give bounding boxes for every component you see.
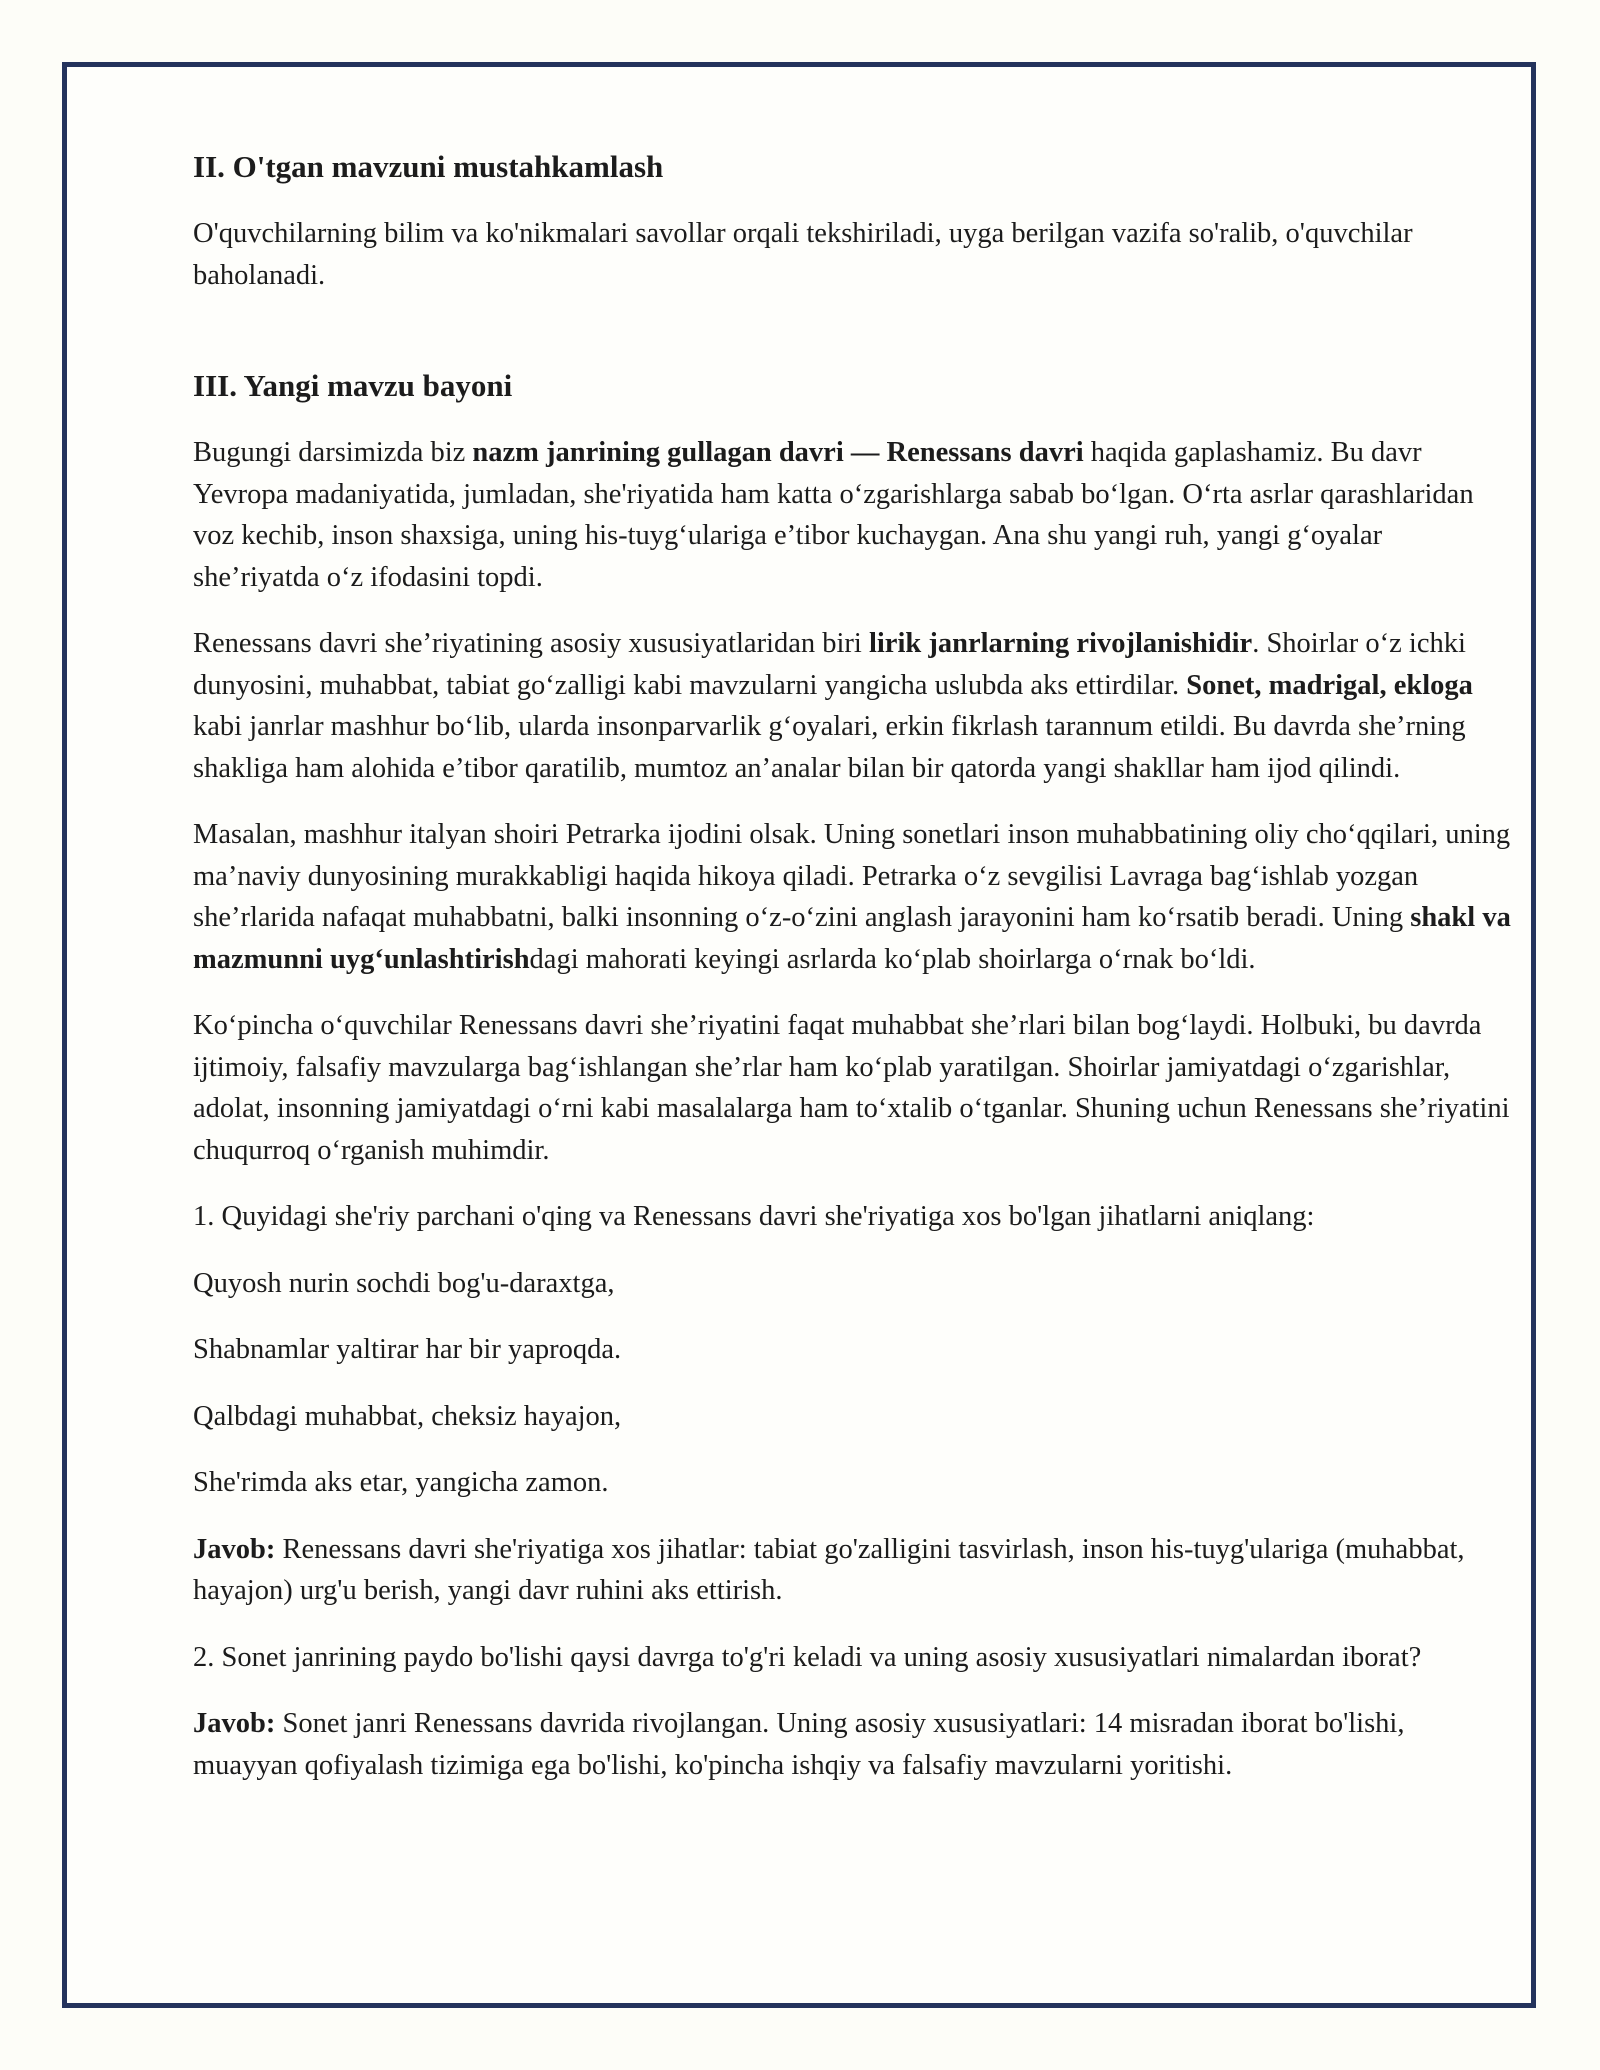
text-run: . Shoirlar o‘z ichki dunyosini, muhabbat, tabiat go‘zalligi kabi mavzularni yangicha uslubda aks ettirdilar.: [193, 628, 1466, 701]
bold-phrase: shakl va mazmunni uyg‘unlashtirish: [193, 902, 1511, 975]
page-border-frame: [62, 62, 1536, 2008]
answer-text: Sonet janri Renessans davrida rivojlangan. Uning asosiy xususiyatlari: 14 misradan iborat bo'lishi, muayyan qofiyalash tizimiga ega bo'lishi, ko'pincha ishqiy va falsafiy mavzularni yoritishi.: [193, 1708, 1405, 1781]
answer-1: [193, 1529, 1513, 1612]
poem-line: She'rimda aks etar, yangicha zamon.: [193, 1467, 609, 1498]
answer-2: [193, 1703, 1513, 1786]
bold-phrase: nazm janrining gullagan davri — Renessans davri: [472, 437, 1084, 468]
text-run: kabi janrlar mashhur bo‘lib, ularda insonparvarlik g‘oyalari, erkin fikrlash tarannum etildi. Bu davrda she’rning shakliga ham alohida e’tibor qaratilib, mumtoz an’analar bilan bir qatorda yangi shakllar ham ijod qilindi.: [193, 711, 1466, 784]
answer-label: Javob:: [193, 1533, 276, 1565]
text-run: Bugungi darsimizda biz: [193, 437, 473, 468]
text-run: Masalan, mashhur italyan shoiri Petrarka ijodini olsak. Uning sonetlari inson muhabbatining oliy cho‘qqilari, uning ma’naviy dunyosining murakkabligi haqida hikoya qiladi. Petrarka o‘z sevgilisi Lavraga bag‘ishlab yozgan she’rlarida nafaqat muhabbatni, balki insonning o‘z-o‘zini anglash jarayonini ham ko‘rsatib beradi. Uning: [193, 819, 1511, 933]
text-run: haqida gaplashamiz. Bu davr Yevropa madaniyatida, jumladan, she'riyatida ham katta o‘zgarishlarga sabab bo‘lgan. O‘rta asrlar qarashlaridan voz kechib, inson shaxsiga, uning his-tuyg‘ulariga e’tibor kuchaygan. Ana shu yangi ruh, yangi g‘oyalar she’riyatda o‘z ifodasini topdi.: [193, 437, 1474, 593]
text-run: dagi mahorati keyingi asrlarda ko‘plab shoirlarga o‘rnak bo‘ldi.: [529, 943, 1256, 975]
question-1: 1. Quyidagi she'riy parchani o'qing va Renessans davri she'riyatiga xos bo'lgan jihatlarni aniqlang:: [193, 1201, 1315, 1232]
poem-line: Quyosh nurin sochdi bog'u-daraxtga,: [193, 1267, 615, 1299]
answer-label: Javob:: [193, 1708, 276, 1739]
paragraph-lyric-genres: [193, 623, 1513, 789]
answer-text: Renessans davri she'riyatiga xos jihatlar: tabiat go'zalligini tasvirlash, inson his-tuyg'ulariga (muhabbat, hayajon) urg'u berish, yangi davr ruhini aks ettirish.: [193, 1533, 1465, 1606]
question-2: 2. Sonet janrining paydo bo'lishi qaysi davrga to'g'ri keladi va uning asosiy xususiyatlari nimalardan iborat?: [193, 1641, 1422, 1673]
poem-line: Qalbdagi muhabbat, cheksiz hayajon,: [193, 1400, 622, 1432]
review-paragraph: O'quvchilarning bilim va ko'nikmalari savollar orqali tekshiriladi, uyga berilgan vazifa so'ralib, o'quvchilar baholanadi.: [193, 218, 1413, 291]
poem-line: Shabnamlar yaltirar har bir yaproqda.: [193, 1334, 622, 1365]
paragraph-petrarca: [193, 814, 1513, 980]
document-content: [193, 147, 1513, 1786]
section-heading-new-topic: III. Yangi mavzu bayoni: [193, 368, 513, 403]
bold-phrase: Sonet, madrigal, ekloga: [1186, 669, 1473, 701]
text-run: Renessans davri she’riyatining asosiy xususiyatlaridan biri: [193, 628, 869, 659]
paragraph-renaissance-intro: [193, 432, 1513, 598]
section-heading-review: II. O'tgan mavzuni mustahkamlash: [193, 149, 664, 184]
paragraph-social-themes: Ko‘pincha o‘quvchilar Renessans davri she’riyatini faqat muhabbat she’rlari bilan bog‘laydi. Holbuki, bu davrda ijtimoiy, falsafiy mavzularga bag‘ishlangan she’rlar ham ko‘plab yaratilgan. Shoirlar jamiyatdagi o‘zgarishlar, adolat, insonning jamiyatdagi o‘rni kabi masalalarga ham to‘xtalib o‘tganlar. Shuning uchun Renessans she’riyatini chuqurroq o‘rganish muhimdir.: [193, 1010, 1510, 1166]
bold-phrase: lirik janrlarning rivojlanishidir: [868, 628, 1253, 659]
